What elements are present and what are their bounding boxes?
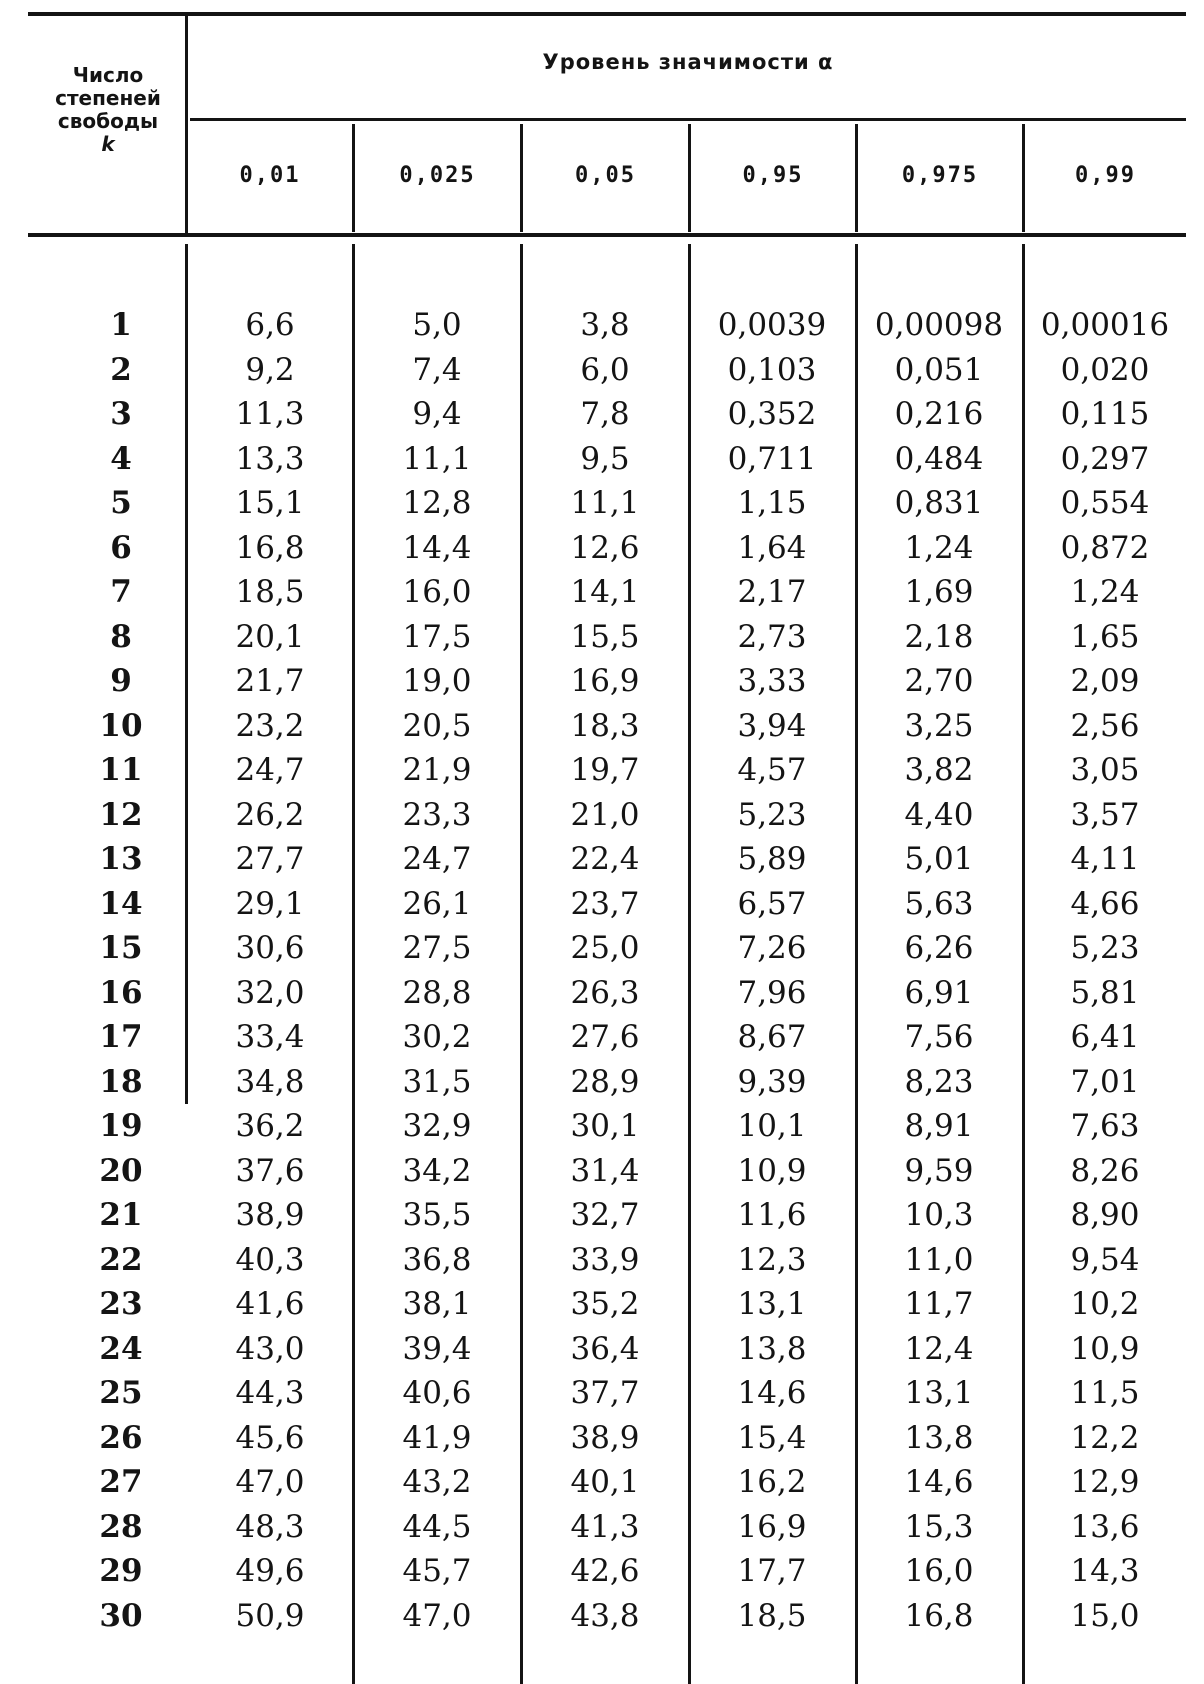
chi-square-value-cell: 0,00016 xyxy=(1040,307,1170,343)
chi-square-value-cell: 16,0 xyxy=(402,574,472,610)
chi-square-value-cell: 36,8 xyxy=(402,1241,472,1278)
chi-square-value-cell: 7,26 xyxy=(737,930,807,966)
chi-square-value-cell: 5,81 xyxy=(1070,974,1140,1011)
chi-square-value-cell: 0,103 xyxy=(727,351,817,388)
chi-square-value-cell: 38,9 xyxy=(570,1419,640,1456)
chi-square-value-cell: 1,65 xyxy=(1070,618,1140,655)
degrees-of-freedom-header xyxy=(28,64,188,156)
chi-square-value-cell: 7,96 xyxy=(737,974,807,1011)
degrees-of-freedom-cell: 30 xyxy=(99,1597,143,1634)
table-row xyxy=(0,526,1204,571)
chi-square-value-cell: 6,57 xyxy=(737,885,807,922)
chi-square-value-cell: 30,2 xyxy=(402,1019,472,1055)
table-row xyxy=(0,303,1204,348)
chi-square-value-cell: 12,2 xyxy=(1070,1419,1140,1456)
table-row xyxy=(0,437,1204,482)
table-row xyxy=(0,1104,1204,1149)
table-row xyxy=(0,837,1204,882)
chi-square-value-cell: 11,6 xyxy=(737,1197,807,1233)
chi-square-value-cell: 6,26 xyxy=(904,930,974,966)
chi-square-value-cell: 33,4 xyxy=(235,1019,305,1055)
chi-square-value-cell: 0,872 xyxy=(1060,529,1150,566)
chi-square-value-cell: 8,91 xyxy=(904,1108,974,1144)
chi-square-value-cell: 0,554 xyxy=(1060,485,1150,521)
chi-square-value-cell: 8,26 xyxy=(1070,1152,1140,1189)
chi-square-value-cell: 7,8 xyxy=(580,396,630,432)
chi-square-value-cell: 7,4 xyxy=(412,351,462,388)
chi-square-value-cell: 13,6 xyxy=(1070,1508,1140,1545)
chi-square-value-cell: 28,9 xyxy=(570,1063,640,1100)
chi-square-value-cell: 27,5 xyxy=(402,930,472,966)
degrees-of-freedom-cell: 6 xyxy=(110,529,132,566)
chi-square-value-cell: 23,2 xyxy=(235,707,305,744)
chi-square-value-cell: 16,9 xyxy=(570,663,640,699)
significance-level-header: Уровень значимости α xyxy=(542,50,834,74)
chi-square-value-cell: 9,5 xyxy=(580,440,630,477)
chi-square-value-cell: 18,5 xyxy=(737,1597,807,1634)
chi-square-value-cell: 13,8 xyxy=(737,1330,807,1367)
chi-square-value-cell: 6,6 xyxy=(245,307,295,343)
chi-square-value-cell: 10,3 xyxy=(904,1197,974,1233)
chi-square-value-cell: 5,23 xyxy=(737,796,807,833)
chi-square-value-cell: 44,5 xyxy=(402,1508,472,1545)
degrees-of-freedom-cell: 10 xyxy=(99,707,143,744)
chi-square-value-cell: 43,0 xyxy=(235,1330,305,1367)
chi-square-value-cell: 9,54 xyxy=(1070,1241,1140,1278)
chi-square-value-cell: 1,24 xyxy=(904,529,974,566)
chi-square-value-cell: 41,3 xyxy=(570,1508,640,1545)
degrees-of-freedom-cell: 26 xyxy=(99,1419,143,1456)
chi-square-value-cell: 0,711 xyxy=(727,440,817,477)
alpha-column-header: 0,025 xyxy=(399,163,476,188)
degrees-of-freedom-cell: 20 xyxy=(99,1152,143,1189)
chi-square-value-cell: 7,01 xyxy=(1070,1063,1140,1100)
chi-square-value-cell: 42,6 xyxy=(570,1553,640,1589)
chi-square-value-cell: 11,1 xyxy=(402,440,472,477)
chi-square-value-cell: 3,94 xyxy=(737,707,807,744)
chi-square-value-cell: 0,484 xyxy=(894,440,984,477)
chi-square-value-cell: 40,3 xyxy=(235,1241,305,1278)
chi-square-value-cell: 0,115 xyxy=(1060,396,1150,432)
chi-square-value-cell: 30,1 xyxy=(570,1108,640,1144)
degrees-of-freedom-cell: 15 xyxy=(99,930,143,966)
table-row xyxy=(0,1015,1204,1060)
chi-square-value-cell: 6,41 xyxy=(1070,1019,1140,1055)
chi-square-value-cell: 12,6 xyxy=(570,529,640,566)
chi-square-value-cell: 45,6 xyxy=(235,1419,305,1456)
chi-square-value-cell: 6,91 xyxy=(904,974,974,1011)
table-row xyxy=(0,1238,1204,1283)
degrees-of-freedom-cell: 25 xyxy=(99,1375,143,1411)
degrees-of-freedom-cell: 27 xyxy=(99,1464,143,1500)
chi-square-value-cell: 24,7 xyxy=(235,752,305,788)
chi-square-value-cell: 35,2 xyxy=(570,1286,640,1322)
chi-square-value-cell: 3,05 xyxy=(1070,752,1140,788)
chi-square-value-cell: 43,8 xyxy=(570,1597,640,1634)
chi-square-value-cell: 40,1 xyxy=(570,1464,640,1500)
chi-square-value-cell: 11,5 xyxy=(1070,1375,1140,1411)
k-label-line: свободы xyxy=(57,109,159,133)
alpha-rule xyxy=(190,118,1186,121)
chi-square-value-cell: 26,3 xyxy=(570,974,640,1011)
chi-square-value-cell: 37,6 xyxy=(235,1152,305,1189)
table-row xyxy=(0,392,1204,437)
chi-square-value-cell: 4,57 xyxy=(737,752,807,788)
degrees-of-freedom-cell: 4 xyxy=(110,440,132,477)
chi-square-value-cell: 10,2 xyxy=(1070,1286,1140,1322)
table-row xyxy=(0,1549,1204,1594)
chi-square-value-cell: 0,020 xyxy=(1060,351,1150,388)
chi-square-value-cell: 48,3 xyxy=(235,1508,305,1545)
chi-square-value-cell: 8,23 xyxy=(904,1063,974,1100)
chi-square-value-cell: 30,6 xyxy=(235,930,305,966)
chi-square-value-cell: 34,2 xyxy=(402,1152,472,1189)
chi-square-value-cell: 22,4 xyxy=(570,841,640,877)
table-row xyxy=(0,1327,1204,1372)
chi-square-value-cell: 14,6 xyxy=(904,1464,974,1500)
chi-square-value-cell: 23,7 xyxy=(570,885,640,922)
chi-square-value-cell: 4,66 xyxy=(1070,885,1140,922)
degrees-of-freedom-cell: 9 xyxy=(110,663,132,699)
table-row xyxy=(0,570,1204,615)
chi-square-value-cell: 45,7 xyxy=(402,1553,472,1589)
chi-square-value-cell: 11,7 xyxy=(904,1286,974,1322)
chi-square-value-cell: 26,1 xyxy=(402,885,472,922)
degrees-of-freedom-cell: 2 xyxy=(110,351,132,388)
chi-square-value-cell: 21,7 xyxy=(235,663,305,699)
chi-square-value-cell: 47,0 xyxy=(235,1464,305,1500)
chi-square-value-cell: 4,40 xyxy=(904,796,974,833)
chi-square-value-cell: 3,8 xyxy=(580,307,630,343)
chi-square-value-cell: 0,0039 xyxy=(717,307,827,343)
chi-square-value-cell: 35,5 xyxy=(402,1197,472,1233)
chi-square-value-cell: 3,82 xyxy=(904,752,974,788)
chi-square-value-cell: 17,5 xyxy=(402,618,472,655)
chi-square-value-cell: 41,9 xyxy=(402,1419,472,1456)
chi-square-value-cell: 39,4 xyxy=(402,1330,472,1367)
chi-square-value-cell: 24,7 xyxy=(402,841,472,877)
chi-square-value-cell: 25,0 xyxy=(570,930,640,966)
chi-square-value-cell: 3,33 xyxy=(737,663,807,699)
chi-square-value-cell: 4,11 xyxy=(1070,841,1140,877)
chi-square-value-cell: 33,9 xyxy=(570,1241,640,1278)
chi-square-value-cell: 1,24 xyxy=(1070,574,1140,610)
k-label-line: Число xyxy=(72,63,144,87)
chi-square-value-cell: 10,9 xyxy=(737,1152,807,1189)
chi-square-value-cell: 50,9 xyxy=(235,1597,305,1634)
chi-square-value-cell: 6,0 xyxy=(580,351,630,388)
chi-square-value-cell: 14,6 xyxy=(737,1375,807,1411)
chi-square-value-cell: 3,57 xyxy=(1070,796,1140,833)
degrees-of-freedom-cell: 11 xyxy=(99,752,143,788)
alpha-column-header: 0,99 xyxy=(1075,163,1136,188)
table-row xyxy=(0,1505,1204,1550)
degrees-of-freedom-cell: 18 xyxy=(99,1063,143,1100)
chi-square-value-cell: 36,2 xyxy=(235,1108,305,1144)
chi-square-value-cell: 47,0 xyxy=(402,1597,472,1634)
degrees-of-freedom-cell: 17 xyxy=(99,1019,143,1055)
chi-square-value-cell: 27,6 xyxy=(570,1019,640,1055)
degrees-of-freedom-cell: 21 xyxy=(99,1197,143,1233)
chi-square-value-cell: 13,1 xyxy=(737,1286,807,1322)
chi-square-value-cell: 32,7 xyxy=(570,1197,640,1233)
chi-square-value-cell: 2,56 xyxy=(1070,707,1140,744)
table-row xyxy=(0,1282,1204,1327)
k-symbol: k xyxy=(101,132,115,156)
degrees-of-freedom-cell: 28 xyxy=(99,1508,143,1545)
chi-square-value-cell: 7,56 xyxy=(904,1019,974,1055)
chi-square-value-cell: 41,6 xyxy=(235,1286,305,1322)
table-row xyxy=(0,1416,1204,1461)
alpha-column-header: 0,05 xyxy=(575,163,636,188)
chi-square-value-cell: 11,0 xyxy=(904,1241,974,1278)
chi-square-value-cell: 38,1 xyxy=(402,1286,472,1322)
chi-square-value-cell: 16,8 xyxy=(235,529,305,566)
chi-square-value-cell: 14,1 xyxy=(570,574,640,610)
chi-square-value-cell: 1,15 xyxy=(737,485,807,521)
chi-square-value-cell: 2,18 xyxy=(904,618,974,655)
degrees-of-freedom-cell: 23 xyxy=(99,1286,143,1322)
chi-square-value-cell: 26,2 xyxy=(235,796,305,833)
chi-square-value-cell: 13,3 xyxy=(235,440,305,477)
chi-square-value-cell: 5,63 xyxy=(904,885,974,922)
chi-square-value-cell: 40,6 xyxy=(402,1375,472,1411)
chi-square-value-cell: 16,0 xyxy=(904,1553,974,1589)
degrees-of-freedom-cell: 16 xyxy=(99,974,143,1011)
chi-square-value-cell: 2,73 xyxy=(737,618,807,655)
chi-square-value-cell: 1,64 xyxy=(737,529,807,566)
chi-square-value-cell: 38,9 xyxy=(235,1197,305,1233)
table-row xyxy=(0,659,1204,704)
chi-square-value-cell: 12,8 xyxy=(402,485,472,521)
chi-square-value-cell: 36,4 xyxy=(570,1330,640,1367)
degrees-of-freedom-cell: 19 xyxy=(99,1108,143,1144)
chi-square-value-cell: 2,17 xyxy=(737,574,807,610)
chi-square-value-cell: 3,25 xyxy=(904,707,974,744)
chi-square-value-cell: 12,3 xyxy=(737,1241,807,1278)
chi-square-value-cell: 14,3 xyxy=(1070,1553,1140,1589)
chi-square-value-cell: 2,70 xyxy=(904,663,974,699)
degrees-of-freedom-cell: 22 xyxy=(99,1241,143,1278)
chi-square-value-cell: 43,2 xyxy=(402,1464,472,1500)
chi-square-value-cell: 18,5 xyxy=(235,574,305,610)
chi-square-value-cell: 2,09 xyxy=(1070,663,1140,699)
table-row xyxy=(0,615,1204,660)
degrees-of-freedom-cell: 24 xyxy=(99,1330,143,1367)
chi-square-value-cell: 15,3 xyxy=(904,1508,974,1545)
degrees-of-freedom-cell: 8 xyxy=(110,618,132,655)
chi-square-value-cell: 7,63 xyxy=(1070,1108,1140,1144)
chi-square-value-cell: 5,89 xyxy=(737,841,807,877)
chi-square-value-cell: 28,8 xyxy=(402,974,472,1011)
chi-square-value-cell: 1,69 xyxy=(904,574,974,610)
chi-square-value-cell: 8,90 xyxy=(1070,1197,1140,1233)
chi-square-value-cell: 0,051 xyxy=(894,351,984,388)
chi-square-value-cell: 16,9 xyxy=(737,1508,807,1545)
table-row xyxy=(0,481,1204,526)
table-row xyxy=(0,348,1204,393)
table-row xyxy=(0,882,1204,927)
chi-square-value-cell: 8,67 xyxy=(737,1019,807,1055)
chi-square-value-cell: 11,3 xyxy=(235,396,305,432)
chi-square-value-cell: 0,297 xyxy=(1060,440,1150,477)
table-row xyxy=(0,926,1204,971)
chi-square-value-cell: 31,4 xyxy=(570,1152,640,1189)
chi-square-value-cell: 29,1 xyxy=(235,885,305,922)
top-rule xyxy=(28,12,1186,16)
table-row xyxy=(0,1149,1204,1194)
chi-square-value-cell: 32,9 xyxy=(402,1108,472,1144)
table-body xyxy=(0,303,1204,1638)
chi-square-value-cell: 9,39 xyxy=(737,1063,807,1100)
chi-square-value-cell: 16,2 xyxy=(737,1464,807,1500)
chi-square-value-cell: 20,1 xyxy=(235,618,305,655)
chi-square-value-cell: 10,1 xyxy=(737,1108,807,1144)
degrees-of-freedom-cell: 7 xyxy=(110,574,132,610)
chi-square-value-cell: 17,7 xyxy=(737,1553,807,1589)
chi-square-value-cell: 5,0 xyxy=(412,307,462,343)
table-row xyxy=(0,971,1204,1016)
chi-square-value-cell: 16,8 xyxy=(904,1597,974,1634)
degrees-of-freedom-cell: 29 xyxy=(99,1553,143,1589)
chi-square-value-cell: 49,6 xyxy=(235,1553,305,1589)
table-row xyxy=(0,1060,1204,1105)
degrees-of-freedom-cell: 5 xyxy=(110,485,132,521)
chi-square-value-cell: 9,59 xyxy=(904,1152,974,1189)
chi-square-value-cell: 5,01 xyxy=(904,841,974,877)
degrees-of-freedom-cell: 13 xyxy=(99,841,143,877)
table-row xyxy=(0,1460,1204,1505)
chi-square-value-cell: 20,5 xyxy=(402,707,472,744)
chi-square-value-cell: 9,4 xyxy=(412,396,462,432)
chi-square-value-cell: 23,3 xyxy=(402,796,472,833)
chi-square-value-cell: 15,5 xyxy=(570,618,640,655)
chi-square-value-cell: 5,23 xyxy=(1070,930,1140,966)
chi-square-value-cell: 18,3 xyxy=(570,707,640,744)
chi-square-value-cell: 0,352 xyxy=(727,396,817,432)
chi-square-value-cell: 19,0 xyxy=(402,663,472,699)
chi-square-value-cell: 34,8 xyxy=(235,1063,305,1100)
chi-square-value-cell: 12,4 xyxy=(904,1330,974,1367)
degrees-of-freedom-cell: 3 xyxy=(110,396,132,432)
chi-square-value-cell: 27,7 xyxy=(235,841,305,877)
chi-square-value-cell: 11,1 xyxy=(570,485,640,521)
chi-square-value-cell: 0,216 xyxy=(894,396,984,432)
header-bottom-rule xyxy=(28,233,1186,237)
chi-square-value-cell: 9,2 xyxy=(245,351,295,388)
chi-square-value-cell: 13,1 xyxy=(904,1375,974,1411)
alpha-column-header: 0,975 xyxy=(901,163,979,188)
table-row xyxy=(0,748,1204,793)
chi-square-value-cell: 31,5 xyxy=(402,1063,472,1100)
table-row xyxy=(0,1594,1204,1639)
table-row xyxy=(0,1371,1204,1416)
table-row xyxy=(0,704,1204,749)
chi-square-value-cell: 15,4 xyxy=(737,1419,807,1456)
table-row xyxy=(0,793,1204,838)
chi-square-value-cell: 0,00098 xyxy=(874,307,1004,343)
chi-square-value-cell: 21,9 xyxy=(402,752,472,788)
chi-square-value-cell: 0,831 xyxy=(894,485,984,521)
table-row xyxy=(0,1193,1204,1238)
degrees-of-freedom-cell: 12 xyxy=(99,796,143,833)
chi-square-value-cell: 37,7 xyxy=(570,1375,640,1411)
chi-square-value-cell: 32,0 xyxy=(235,974,305,1011)
alpha-column-header: 0,01 xyxy=(239,163,301,188)
chi-square-value-cell: 10,9 xyxy=(1070,1330,1140,1367)
alpha-column-header: 0,95 xyxy=(742,163,804,188)
k-label-line: степеней xyxy=(55,86,161,110)
chi-square-value-cell: 12,9 xyxy=(1070,1464,1140,1500)
chi-square-value-cell: 14,4 xyxy=(402,529,472,566)
degrees-of-freedom-cell: 1 xyxy=(110,307,132,343)
chi-square-value-cell: 13,8 xyxy=(904,1419,974,1456)
chi-square-value-cell: 44,3 xyxy=(235,1375,305,1411)
chi-square-value-cell: 15,0 xyxy=(1070,1597,1140,1634)
degrees-of-freedom-cell: 14 xyxy=(99,885,143,922)
chi-square-value-cell: 15,1 xyxy=(235,485,305,521)
chi-square-value-cell: 19,7 xyxy=(570,752,640,788)
chi-square-value-cell: 21,0 xyxy=(570,796,640,833)
